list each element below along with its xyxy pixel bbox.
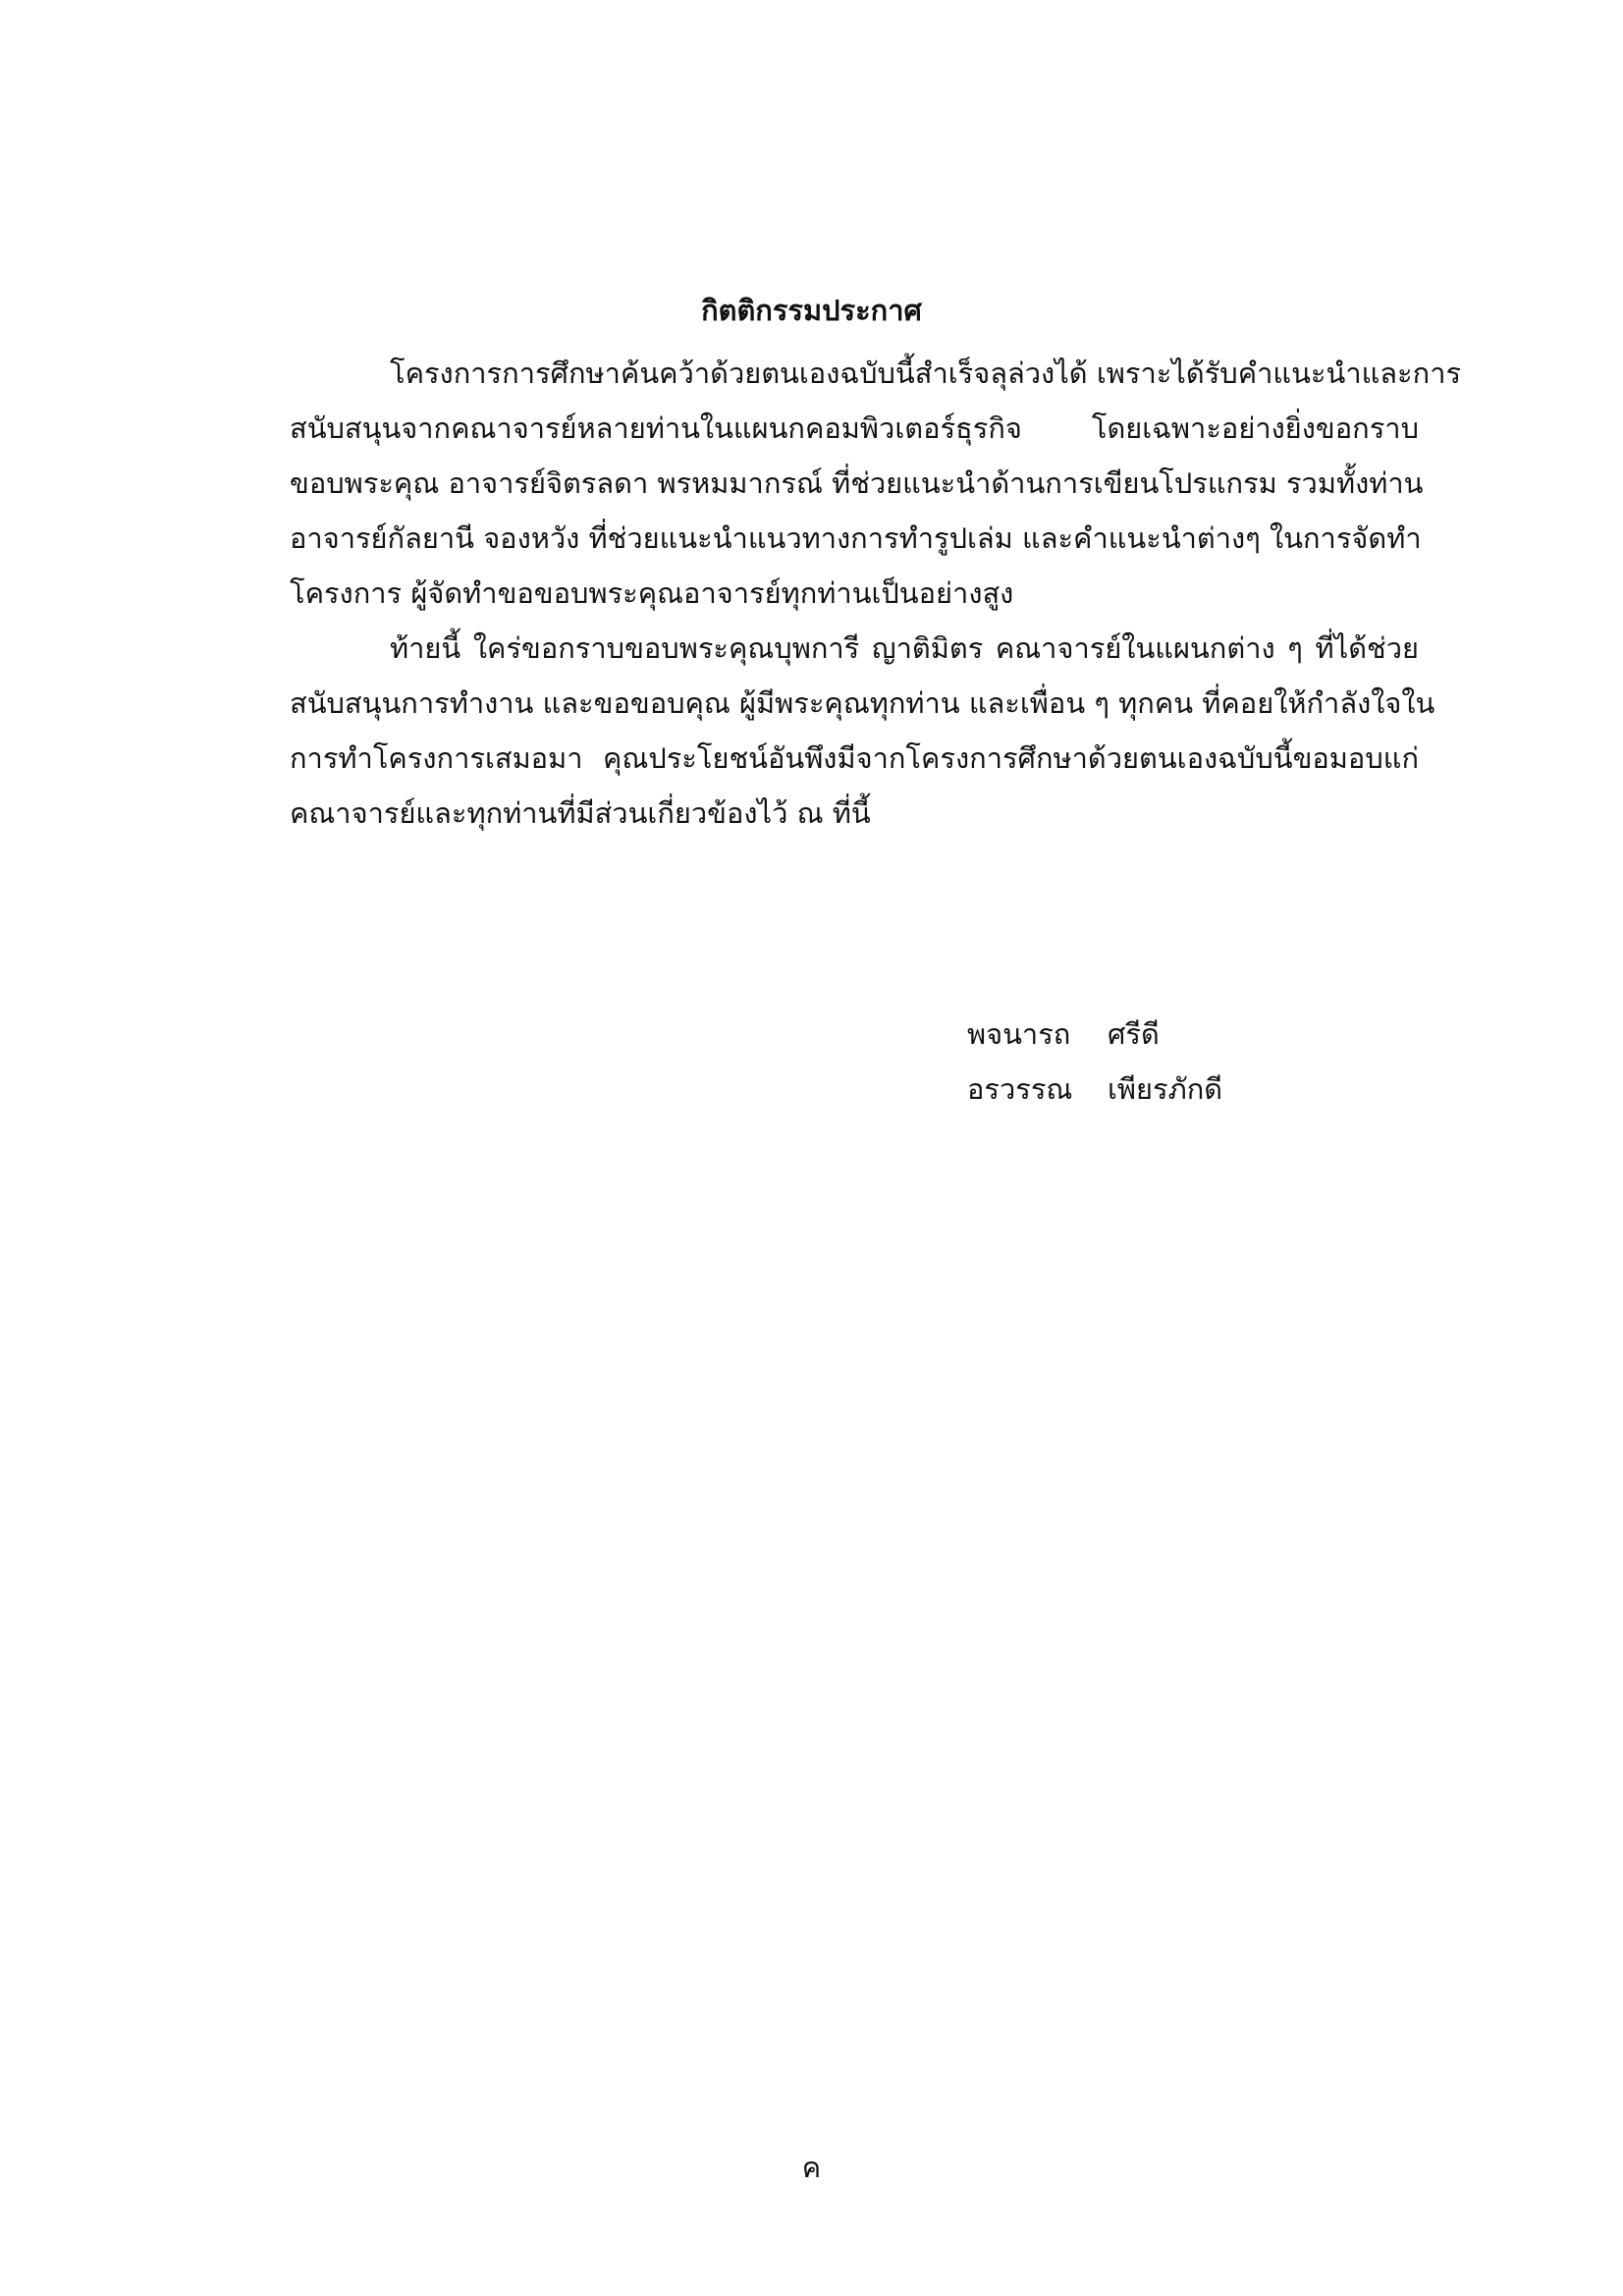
- paragraph-line: โครงการการศึกษาค้นคว้าด้วยตนเองฉบับนี้สำเร็จลุล่วงได้ เพราะได้รับคำแนะนำและการ: [390, 356, 1462, 390]
- paragraph-line: คณาจารย์และทุกท่านที่มีส่วนเกี่ยวข้องไว้ ณ ที่นี้: [290, 796, 871, 830]
- paragraph-line: ขอบพระคุณ อาจารย์จิตรลดา พรหมมากรณ์ ที่ช่วยแนะนำด้านการเขียนโปรแกรม รวมทั้งท่าน: [290, 466, 1424, 500]
- paragraph-2: [290, 621, 1435, 841]
- paragraph-line: ท้ายนี้ ใคร่ขอกราบขอบพระคุณบุพการี ญาติมิตร คณาจารย์ในแผนกต่าง ๆ ที่ได้ช่วย: [390, 631, 1419, 665]
- page-title: กิตติกรรมประกาศ: [701, 294, 922, 327]
- signature-row: [967, 1007, 1222, 1062]
- paragraph-line: โครงการ ผู้จัดทำขอขอบพระคุณอาจารย์ทุกท่านเป็นอย่างสูง: [290, 576, 1014, 610]
- page-number: ค: [801, 2151, 822, 2184]
- body-text: [290, 346, 1462, 841]
- signature-block: [967, 1007, 1222, 1117]
- signature-last-name: ศรีดี: [1108, 1017, 1160, 1051]
- paragraph-line: การทำโครงการเสมอมา คุณประโยชน์อันพึงมีจากโครงการศึกษาด้วยตนเองฉบับนี้ขอมอบแก่: [290, 741, 1419, 775]
- signature-last-name: เพียรภักดี: [1108, 1072, 1223, 1106]
- paragraph-line: สนับสนุนจากคณาจารย์หลายท่านในแผนกคอมพิวเตอร์ธุรกิจ โดยเฉพาะอย่างยิ่งขอกราบ: [290, 411, 1419, 445]
- paragraph-line: สนับสนุนการทำงาน และขอขอบคุณ ผู้มีพระคุณทุกท่าน และเพื่อน ๆ ทุกคน ที่คอยให้กำลังใจใน: [290, 686, 1435, 720]
- signature-first-name: อรวรรณ: [967, 1072, 1073, 1106]
- signature-row: [967, 1062, 1222, 1117]
- signature-first-name: พจนารถ: [967, 1017, 1071, 1051]
- paragraph-1: [290, 346, 1462, 621]
- paragraph-line: อาจารย์กัลยานี จองหวัง ที่ช่วยแนะนำแนวทางการทำรูปเล่ม และคำแนะนำต่างๆ ในการจัดทำ: [290, 521, 1422, 555]
